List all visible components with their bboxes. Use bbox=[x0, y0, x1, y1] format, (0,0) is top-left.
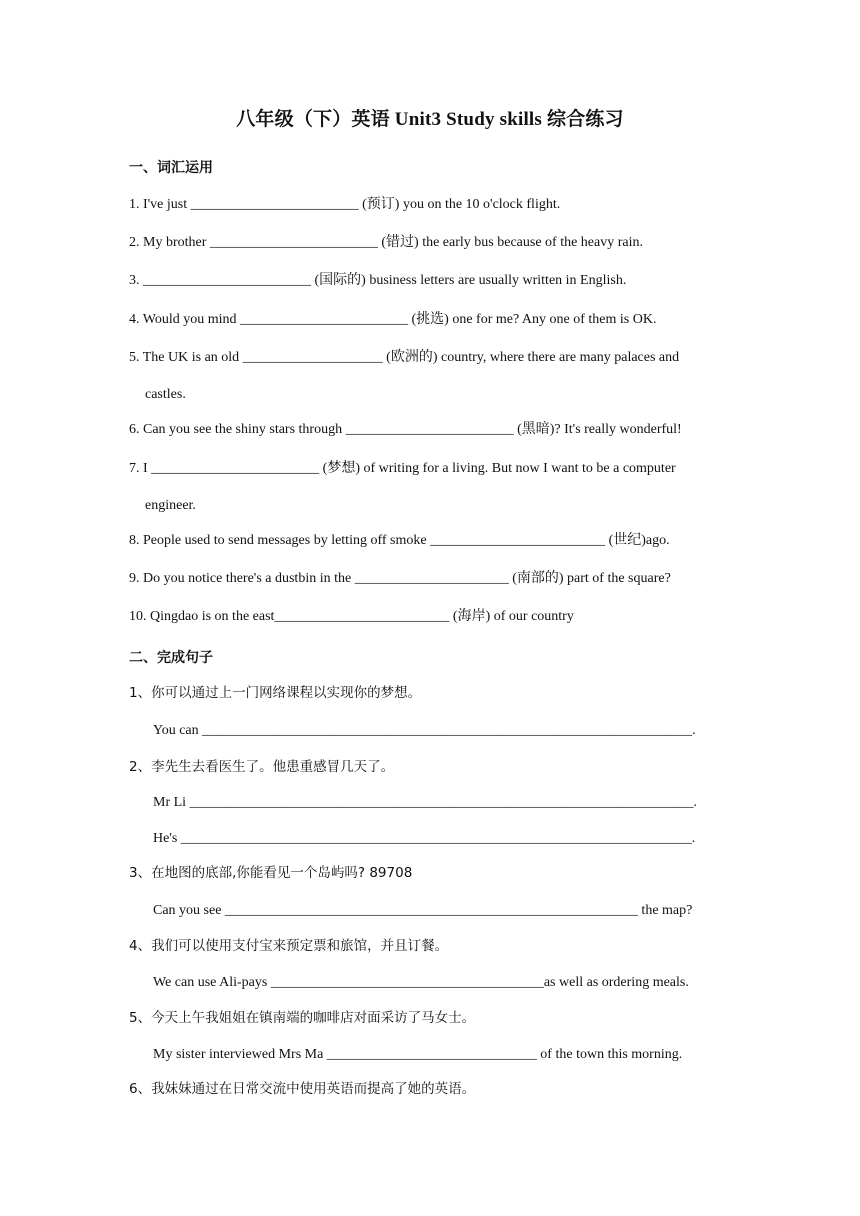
vocab-item-3: 3. ________________________ (国际的) business letters are usually written in English. bbox=[129, 273, 627, 288]
sentence-4-english: We can use Ali-pays _______________________________________as well as ordering meals. bbox=[153, 975, 689, 990]
vocab-item-10: 10. Qingdao is on the east_________________________ (海岸) of our country bbox=[129, 609, 574, 624]
sentence-5-english: My sister interviewed Mrs Ma ______________________________ of the town this morning. bbox=[153, 1047, 683, 1062]
section-heading-sentences: 二、完成句子 bbox=[129, 650, 213, 666]
vocab-item-7: 7. I ________________________ (梦想) of writing for a living. But now I want to be a computer bbox=[129, 461, 676, 476]
sentence-2-english-1: Mr Li ________________________________________________________________________. bbox=[153, 795, 698, 810]
page-title: 八年级（下）英语 Unit3 Study skills 综合练习 bbox=[236, 109, 624, 130]
vocab-item-8: 8. People used to send messages by letting off smoke _________________________ (世纪)ago. bbox=[129, 533, 670, 548]
sentence-3-english: Can you see ___________________________________________________________ the map? bbox=[153, 903, 693, 918]
sentence-2-chinese: 2、李先生去看医生了。他患重感冒几天了。 bbox=[129, 759, 395, 775]
sentence-1-chinese: 1、你可以通过上一门网络课程以实现你的梦想。 bbox=[129, 685, 422, 701]
vocab-item-5: 5. The UK is an old ____________________ (欧洲的) country, where there are many palaces and bbox=[129, 350, 680, 365]
vocab-item-7-cont: engineer. bbox=[145, 498, 196, 513]
sentence-1-english: You can ______________________________________________________________________. bbox=[153, 723, 696, 738]
vocab-item-6: 6. Can you see the shiny stars through ________________________ (黑暗)? It's really wonderful! bbox=[129, 422, 682, 437]
vocab-item-5-cont: castles. bbox=[145, 387, 186, 402]
section-heading-vocabulary: 一、词汇运用 bbox=[129, 160, 213, 176]
sentence-2-english-2: He's _________________________________________________________________________. bbox=[153, 831, 696, 846]
sentence-6-chinese: 6、我妹妹通过在日常交流中使用英语而提高了她的英语。 bbox=[129, 1081, 476, 1097]
vocab-item-1: 1. I've just ________________________ (预订) you on the 10 o'clock flight. bbox=[129, 197, 561, 212]
vocab-item-4: 4. Would you mind ________________________ (挑选) one for me? Any one of them is OK. bbox=[129, 312, 657, 327]
sentence-4-chinese: 4、我们可以使用支付宝来预定票和旅馆，并且订餐。 bbox=[129, 938, 449, 954]
vocab-item-2: 2. My brother ________________________ (错过) the early bus because of the heavy rain. bbox=[129, 235, 643, 250]
sentence-3-chinese: 3、在地图的底部,你能看见一个岛屿吗? 89708 bbox=[129, 865, 413, 881]
sentence-5-chinese: 5、今天上午我姐姐在镇南端的咖啡店对面采访了马女士。 bbox=[129, 1010, 476, 1026]
vocab-item-9: 9. Do you notice there's a dustbin in the ______________________ (南部的) part of the square? bbox=[129, 571, 671, 586]
